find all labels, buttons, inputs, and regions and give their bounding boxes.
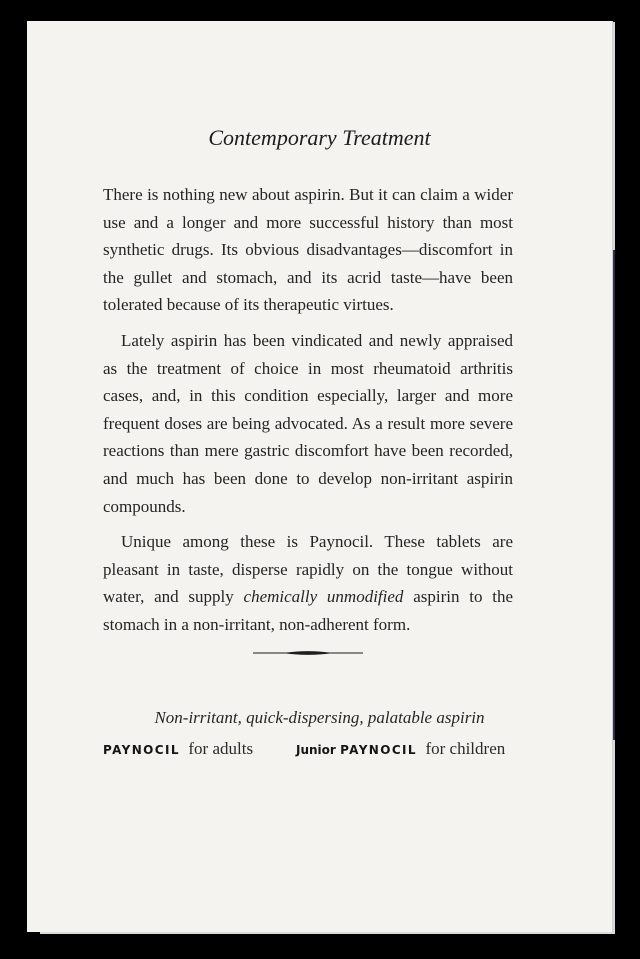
- paragraph-3-start: Unique among these is Paynocil. These tablets are pleasant in taste, disperse rapidly on the tongue without water, and supply: [103, 532, 513, 607]
- paragraph-2: Lately aspirin has been vindicated and newly appraised as the treatment of choice in most rheumatoid arthritis cases, and, in this condition especially, larger and more frequent doses are being advocated. As a result more severe reactions than mere gastric discomfort have been recorded, and much has been done to develop non-irritant aspirin compounds.: [103, 330, 513, 516]
- body-text: [103, 181, 513, 647]
- page-title: Contemporary Treatment: [208, 125, 431, 150]
- paragraph-3: [103, 528, 513, 638]
- product-junior-prefix: Junior: [296, 743, 336, 757]
- tagline: Non-irritant, quick-dispersing, palatable aspirin: [154, 708, 485, 727]
- product-junior-audience: for children: [425, 739, 506, 758]
- paragraph-1: There is nothing new about aspirin. But it can claim a wider use and a longer and more successful history than most synthetic drugs. Its obvious disadvantages—discomfort in the gullet and stomach, and its acrid taste—have been tolerated because of its therapeutic virtues.: [103, 185, 513, 315]
- paragraph-3-emphasis: chemically unmodified: [243, 587, 404, 607]
- product-adult-brand: PAYNOCIL: [103, 743, 180, 757]
- document-page: [27, 21, 612, 932]
- ornament-divider: [253, 646, 363, 660]
- paragraph-3-end: aspirin to the stomach in a non-irritant, non-adherent form.: [103, 587, 513, 634]
- product-junior-brand: PAYNOCIL: [340, 743, 417, 757]
- product-adult: [103, 739, 253, 759]
- product-adult-audience: for adults: [188, 739, 254, 758]
- product-junior: [296, 739, 505, 759]
